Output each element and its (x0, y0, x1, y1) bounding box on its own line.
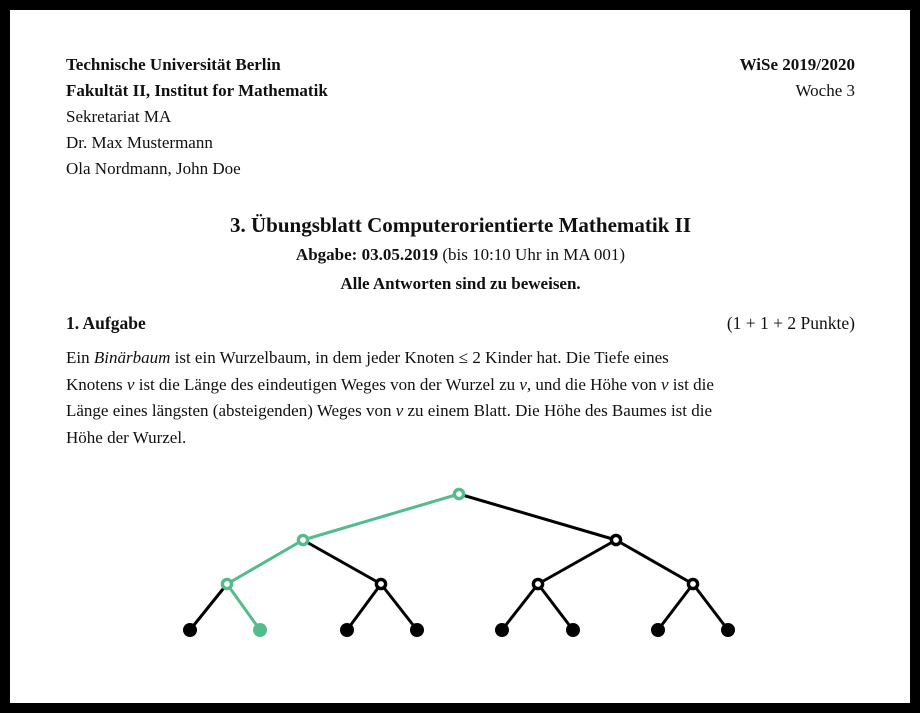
tree-edge-rr-rrb (693, 584, 728, 630)
text-segment: ist die Länge des eindeutigen Weges von der Wurzel zu (134, 374, 520, 394)
tree-edge-rr-rra (658, 584, 693, 630)
tree-edge-lr-lrb (381, 584, 417, 630)
task-label: 1. Aufgabe (66, 313, 146, 333)
text-segment: ist die (668, 374, 714, 394)
text-segment-italic: v (395, 401, 404, 420)
tree-edge-l-ll (227, 540, 303, 584)
paragraph-line-3 (66, 398, 855, 425)
tree-edge-ll-llb (227, 584, 260, 630)
text-segment: Knotens (66, 374, 127, 394)
submission-details: (bis 10:10 Uhr in MA 001) (438, 245, 626, 264)
paragraph-line-4 (66, 425, 855, 452)
header (66, 52, 855, 182)
tree-inner-node-rr (688, 579, 697, 588)
text-segment-italic: v (126, 374, 135, 394)
text-segment: zu einem Blatt. Die Höhe des Baumes ist die (403, 401, 713, 420)
tree-edge-rl-rla (502, 584, 538, 630)
task-points: (1 + 1 + 2 Punkte) (726, 313, 855, 333)
tree-edge-r-rr (616, 540, 693, 584)
tree-edge-root-r (459, 494, 616, 540)
task-heading (66, 310, 855, 336)
tree-edge-ll-lla (190, 584, 227, 630)
text-segment-italic: v (661, 374, 669, 394)
tree-inner-node-l (298, 535, 307, 544)
text-segment: ist ein Wurzelbaum, in dem jeder Knoten ≤ 2 Kinder hat. Die Tiefe eines (170, 348, 669, 367)
text-segment-italic: Binärbaum (93, 348, 171, 367)
tree-edge-l-lr (303, 540, 381, 584)
tree-edge-r-rl (538, 540, 616, 584)
tree-inner-node-root (454, 489, 463, 498)
tree-edge-rl-rlb (538, 584, 573, 630)
lecturer-line: Dr. Max Mustermann (66, 133, 213, 152)
tree-inner-node-lr (376, 579, 385, 588)
paragraph-line-1 (66, 345, 855, 372)
secretariat-line: Sekretariat MA (66, 107, 172, 126)
page-content (66, 52, 855, 451)
text-segment: Länge eines längsten (absteigenden) Weges von (66, 401, 396, 420)
note-line: Alle Antworten sind zu beweisen. (340, 274, 581, 293)
faculty-line: Fakultät II, Institut for Mathematik (66, 81, 328, 100)
tree-leaf-node-lra (340, 623, 354, 637)
tree-leaf-node-rlb (566, 623, 580, 637)
tree-leaf-node-lrb (410, 623, 424, 637)
semester-line: WiSe 2019/2020 (739, 55, 855, 74)
tree-leaf-node-rra (651, 623, 665, 637)
tree-leaf-node-rla (495, 623, 509, 637)
intro-paragraph (66, 345, 855, 451)
tree-inner-node-r (611, 535, 620, 544)
tree-leaf-node-rrb (721, 623, 735, 637)
assistants-line: Ola Nordmann, John Doe (66, 159, 241, 178)
header-left-block (66, 52, 328, 182)
tree-edge-root-l (303, 494, 459, 540)
tree-leaf-node-lla (183, 623, 197, 637)
text-segment: Ein (66, 348, 94, 367)
institution-line: Technische Universität Berlin (66, 55, 281, 74)
tree-edge-lr-lra (347, 584, 381, 630)
text-segment: , und die Höhe von (526, 374, 661, 394)
tree-inner-node-ll (222, 579, 231, 588)
paragraph-line-2 (66, 372, 855, 399)
header-right-block (740, 52, 855, 104)
submission-deadline: Abgabe: 03.05.2019 (295, 245, 439, 264)
page-title: 3. Übungsblatt Computerorientierte Mathematik II (230, 213, 691, 237)
submission-line (66, 240, 855, 269)
week-line: Woche 3 (795, 81, 855, 100)
tree-leaf-node-llb (253, 623, 267, 637)
text-segment-italic: v (519, 374, 527, 394)
tree-inner-node-rl (533, 579, 542, 588)
text-segment: Höhe der Wurzel. (66, 427, 187, 447)
